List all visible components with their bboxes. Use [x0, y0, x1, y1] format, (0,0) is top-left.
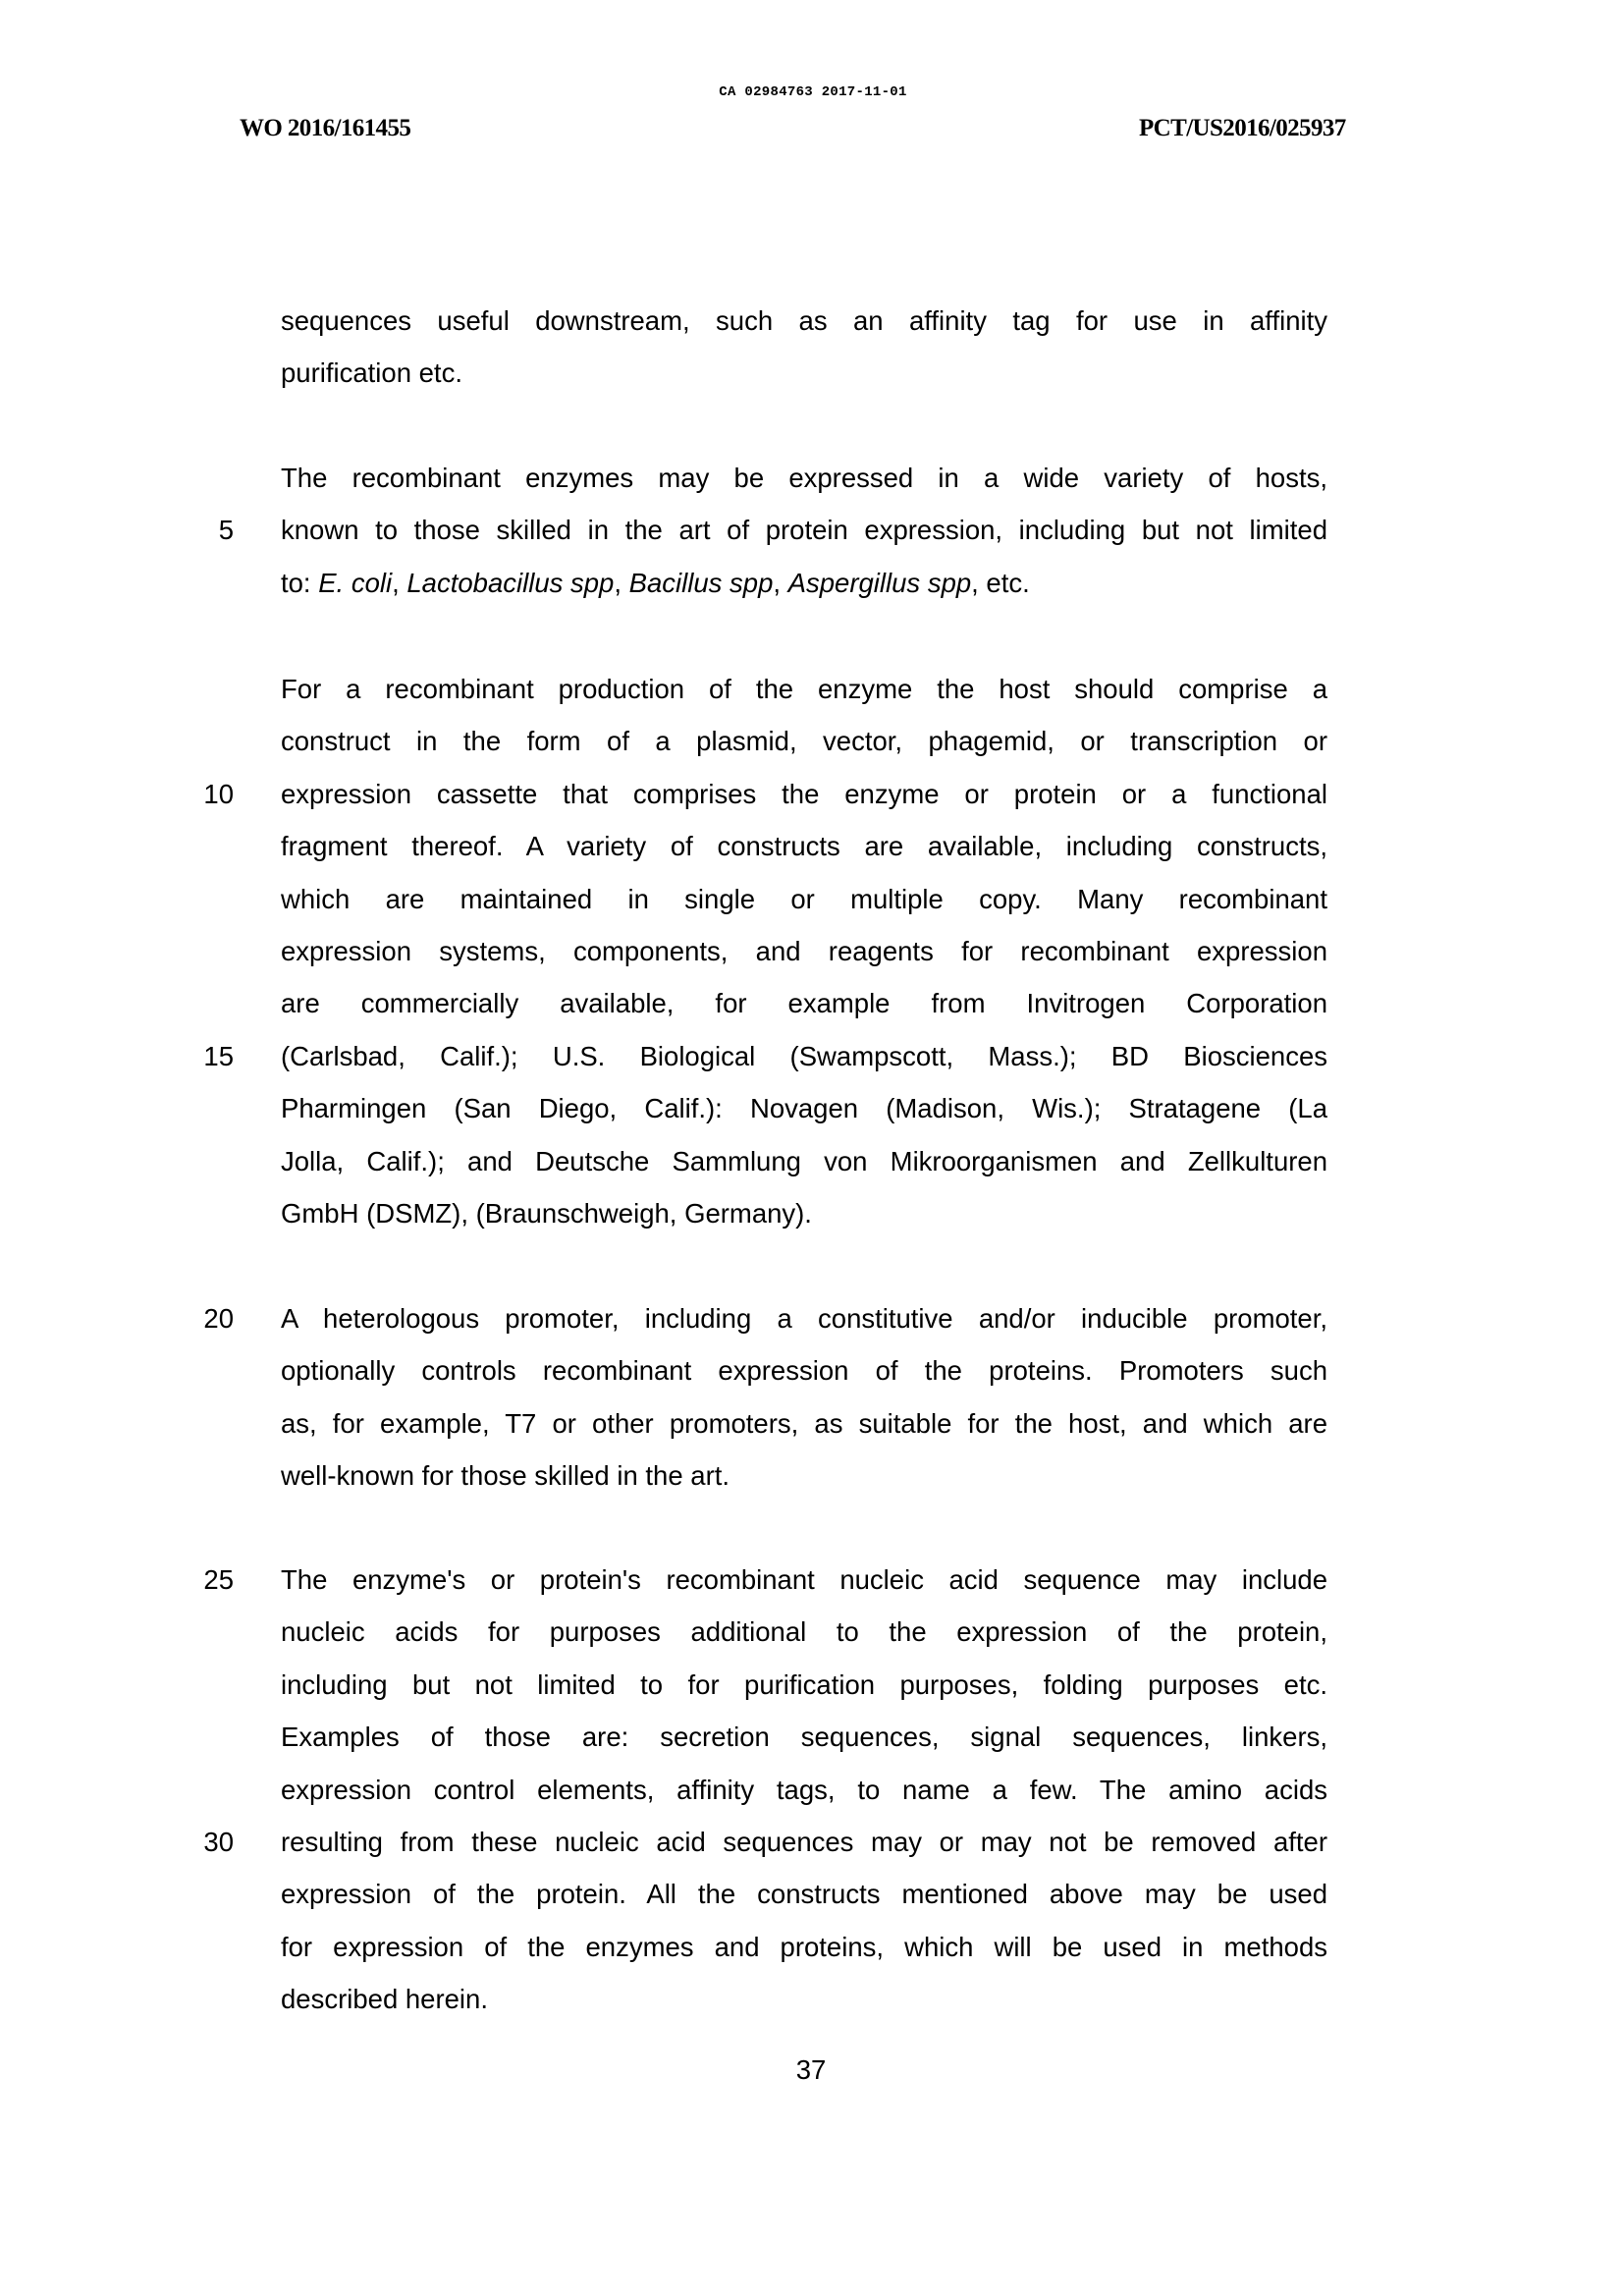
italic-species-name: Bacillus spp — [628, 567, 774, 598]
page-number: 37 — [795, 2054, 827, 2085]
text-run: , — [614, 567, 629, 598]
text-line: For a recombinant production of the enzyme the host should comprise a — [281, 674, 1327, 704]
text-line: The enzyme's or protein's recombinant nucleic acid sequence may include — [281, 1564, 1327, 1595]
text-line: described herein. — [281, 1984, 488, 2015]
text-line: as, for example, T7 or other promoters, as suitable for the host, and which are — [281, 1407, 1327, 1439]
text-line: (Carlsbad, Calif.); U.S. Biological (Swampscott, Mass.); BD Biosciences — [281, 1040, 1327, 1071]
text-line: The recombinant enzymes may be expressed in a wide variety of hosts, — [281, 463, 1327, 493]
text-run: , — [392, 567, 407, 598]
text-line: Examples of those are: secretion sequences, signal sequences, linkers, — [281, 1722, 1327, 1753]
text-line: fragment thereof. A variety of constructs are available, including constructs, — [281, 831, 1327, 862]
text-line: including but not limited to for purification purposes, folding purposes etc. — [281, 1668, 1327, 1700]
paragraph — [281, 663, 1327, 1239]
text-line: purification etc. — [281, 357, 462, 389]
application-number: PCT/US2016/025937 — [1139, 115, 1346, 141]
text-line: expression cassette that comprises the enzyme or protein or a functional — [281, 778, 1327, 809]
text-run: , etc. — [971, 567, 1030, 598]
line-number: 15 — [203, 1041, 234, 1071]
paragraph — [281, 295, 1327, 400]
text-run: , — [773, 567, 788, 598]
line-number: 25 — [203, 1564, 234, 1595]
text-line: nucleic acids for purposes additional to the expression of the protein, — [281, 1616, 1327, 1648]
text-line: resulting from these nucleic acid sequences may or may not be removed after — [281, 1826, 1327, 1857]
text-line: optionally controls recombinant expression of the proteins. Promoters such — [281, 1355, 1327, 1387]
text-line: sequences useful downstream, such as an affinity tag for use in affinity — [281, 305, 1327, 336]
publication-number: WO 2016/161455 — [240, 115, 411, 141]
line-number: 5 — [218, 515, 234, 545]
text-line: are commercially available, for example from Invitrogen Corporation — [281, 988, 1327, 1019]
paragraph — [281, 452, 1327, 609]
text-line: expression of the protein. All the constructs mentioned above may be used — [281, 1879, 1327, 1910]
text-line: for expression of the enzymes and proteins, which will be used in methods — [281, 1931, 1327, 1962]
office-stamp: CA 02984763 2017-11-01 — [719, 84, 907, 100]
italic-species-name: E. coli — [318, 567, 393, 598]
line-number: 10 — [203, 779, 234, 809]
line-number: 20 — [203, 1303, 234, 1334]
text-line: which are maintained in single or multiple copy. Many recombinant — [281, 883, 1327, 914]
text-line: Jolla, Calif.); and Deutsche Sammlung von Mikroorganismen and Zellkulturen — [281, 1145, 1327, 1176]
text-line: GmbH (DSMZ), (Braunschweigh, Germany). — [281, 1197, 812, 1229]
text-line: Pharmingen (San Diego, Calif.): Novagen (Madison, Wis.); Stratagene (La — [281, 1093, 1327, 1124]
text-line — [281, 557, 1327, 609]
text-line: construct in the form of a plasmid, vector, phagemid, or transcription or — [281, 726, 1327, 757]
text-run: to: — [281, 567, 319, 598]
text-line: A heterologous promoter, including a constitutive and/or inducible promoter, — [281, 1303, 1327, 1334]
text-line: expression control elements, affinity tags, to name a few. The amino acids — [281, 1774, 1327, 1805]
line-number: 30 — [203, 1827, 234, 1857]
paragraph — [281, 1292, 1327, 1503]
text-line: expression systems, components, and reagents for recombinant expression — [281, 935, 1327, 966]
text-line: well-known for those skilled in the art. — [281, 1460, 730, 1492]
paragraph — [281, 1554, 1327, 2026]
italic-species-name: Aspergillus spp — [787, 567, 972, 598]
italic-species-name: Lactobacillus spp — [406, 567, 615, 598]
text-line: known to those skilled in the art of protein expression, including but not limited — [281, 515, 1327, 546]
